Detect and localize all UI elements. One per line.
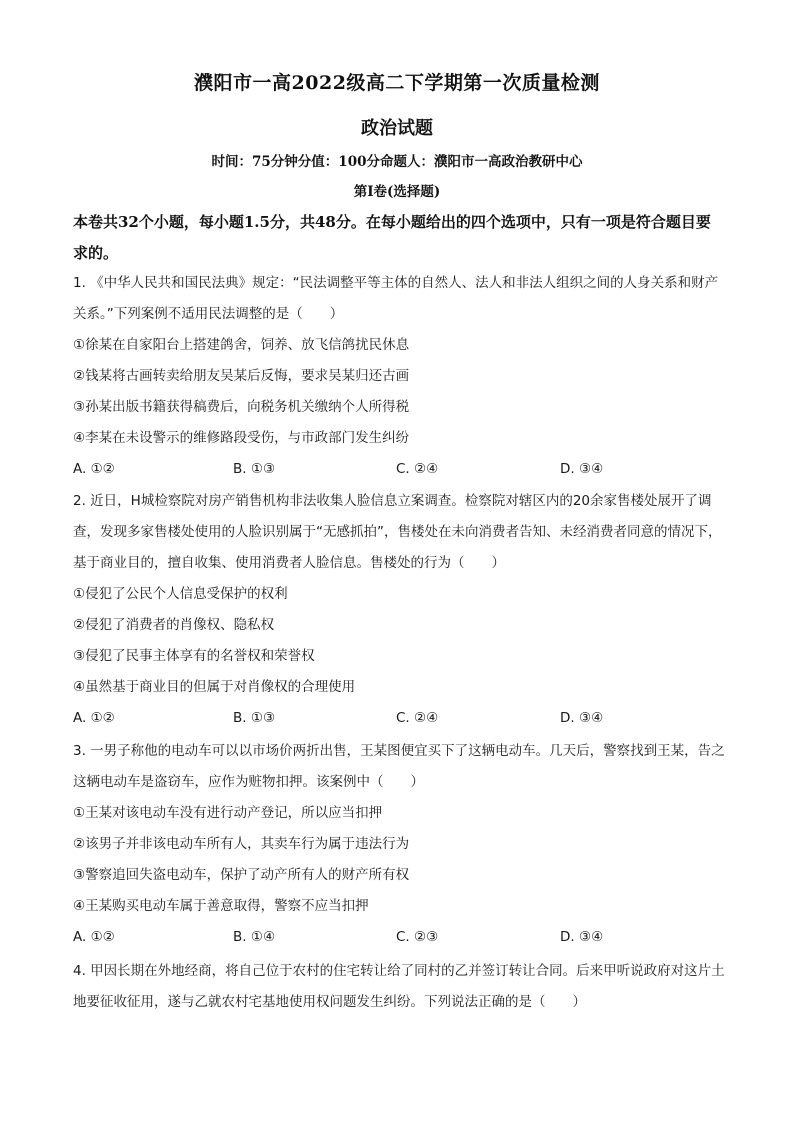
choice-d: D. ③④: [560, 710, 604, 726]
question-2: [73, 486, 725, 734]
choice-b: B. ①④: [233, 929, 276, 945]
choice-a: A. ①②: [73, 461, 115, 477]
question-stem: 3. 一男子称他的电动车可以以市场价两折出售，王某图便宜买下了这辆电动车。几天后，警察找到王某，告之这辆电动车是盗窃车，应作为赃物扣押。该案例中（ ）: [73, 743, 725, 790]
choice-d: D. ③④: [560, 461, 604, 477]
statement: ②该男子并非该电动车所有人，其卖车行为属于违法行为: [73, 836, 410, 852]
statement: ①王某对该电动车没有进行动产登记，所以应当扣押: [73, 805, 383, 821]
question-stem: 4. 甲因长期在外地经商，将自己位于农村的住宅转让给了同村的乙并签订转让合同。后来甲听说政府对这片土地要征收征用，遂与乙就农村宅基地使用权问题发生纠纷。下列说法正确的是（ ）: [73, 963, 725, 1010]
statement: ④王某购买电动车属于善意取得，警察不应当扣押: [73, 898, 369, 914]
choice-b: B. ①③: [233, 461, 276, 477]
answer-choices: [73, 922, 725, 953]
exam-title: 濮阳市一高2022级高二下学期第一次质量检测: [194, 72, 600, 94]
statement: ②钱某将古画转卖给朋友吴某后反悔，要求吴某归还古画: [73, 368, 410, 384]
statement: ①徐某在自家阳台上搭建鸽舍，饲养、放飞信鸽扰民休息: [73, 337, 410, 353]
choice-c: C. ②④: [396, 461, 439, 477]
answer-choices: [73, 454, 725, 485]
question-stem: 2. 近日，H城检察院对房产销售机构非法收集人脸信息立案调查。检察院对辖区内的20余家售楼处展开了调查，发现多家售楼处使用的人脸识别属于“无感抓拍”，售楼处在未向消费者告知、未经消费者同意的情况下，基于商业目的，擅自收集、使用消费者人脸信息。售楼处的行为（ ）: [73, 493, 722, 571]
question-3: [73, 736, 725, 953]
statement: ③侵犯了民事主体享有的名誉权和荣誉权: [73, 648, 315, 664]
statement: ④虽然基于商业目的但属于对肖像权的合理使用: [73, 679, 356, 695]
statement: ③孙某出版书籍获得稿费后，向税务机关缴纳个人所得税: [73, 399, 410, 415]
choice-c: C. ②③: [396, 929, 439, 945]
statement: ④李某在未设警示的维修路段受伤，与市政部门发生纠纷: [73, 430, 410, 446]
section-heading: 第Ⅰ卷(选择题): [353, 184, 441, 200]
statement: ①侵犯了公民个人信息受保护的权利: [73, 586, 288, 602]
choice-d: D. ③④: [560, 929, 604, 945]
choice-a: A. ①②: [73, 929, 115, 945]
choice-c: C. ②④: [396, 710, 439, 726]
exam-subject: 政治试题: [361, 118, 433, 139]
section-instructions: 本卷共32个小题，每小题1.5分，共48分。在每小题给出的四个选项中，只有一项是符合题目要求的。: [73, 213, 711, 262]
choice-a: A. ①②: [73, 710, 115, 726]
question-stem: 1. 《中华人民共和国民法典》规定：“民法调整平等主体的自然人、法人和非法人组织之间的人身关系和财产关系。”下列案例不适用民法调整的是（ ）: [73, 275, 719, 322]
answer-choices: [73, 703, 725, 734]
question-1: [73, 268, 725, 485]
choice-b: B. ①③: [233, 710, 276, 726]
statement: ②侵犯了消费者的肖像权、隐私权: [73, 617, 275, 633]
question-4: [73, 956, 725, 1018]
statement: ③警察追回失盗电动车，保护了动产所有人的财产所有权: [73, 867, 410, 883]
exam-meta: 时间：75分钟分值：100分命题人：濮阳市一高政治教研中心: [211, 154, 583, 170]
